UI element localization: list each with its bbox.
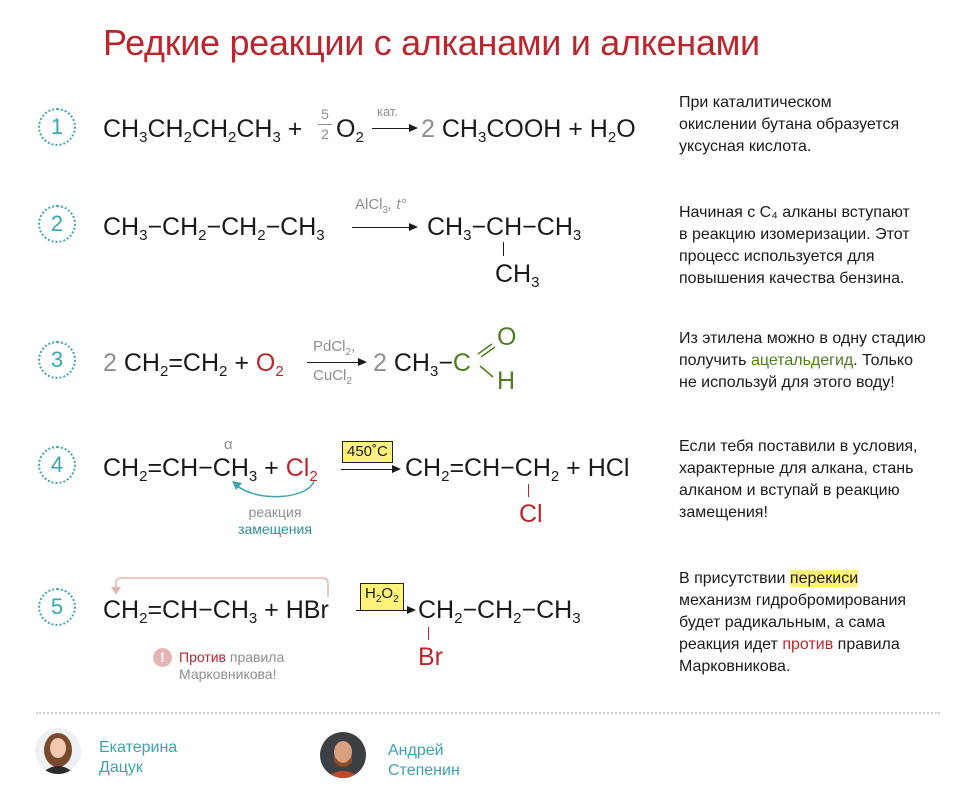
description-3: Из этилена можно в одну стадию получить ацетальдегид. Только не используй для этого воду! [679,330,926,391]
condition-5-peroxide: $H_2O_2$ [360,583,404,611]
condition-3-top: PdCl$_2$, [313,338,356,358]
bromine-bond [428,627,429,640]
chlorine-substituent: Cl [519,500,543,528]
footer-divider [36,712,940,714]
branch-bond [503,242,504,256]
reaction-arrow-4 [341,469,393,470]
aldehyde-hydrogen: H [497,367,516,395]
equation-2-product: $CH_3-CH-CH_3$ [427,213,582,244]
substitution-arrow-icon [228,475,318,505]
fraction-denominator: 2 [321,126,329,142]
step-number-5: 5 [38,588,76,626]
author-name-2: Андрей Степенин [388,742,460,779]
step-number-3: 3 [38,341,76,379]
condition-3-bottom: CuCl$_2$ [313,367,352,387]
arrow-head-icon [409,124,418,132]
author-name-1: Екатерина Дацук [99,739,178,776]
substitution-note: реакция замещения [238,504,312,537]
reaction-arrow-5 [356,610,408,611]
reaction-arrow-1 [372,128,410,129]
equation-5-reactant: $CH_2=CH-CH_3$ + HBr [103,596,329,627]
condition-4-temperature: 450˚C [342,441,393,463]
markovnikov-note: Против правила Марковникова! [179,649,285,682]
reaction-arrow-3 [307,362,359,363]
equation-3-product: 2 $CH_3-C$ [373,349,471,380]
methyl-branch: $CH_3$ [495,260,540,291]
equation-2-reactant: $CH_3-CH_2-CH_2-CH_3$ [103,213,325,244]
chlorine-bond [528,484,529,497]
arrow-head-icon [358,358,367,366]
arrow-head-icon [409,223,418,231]
equation-3-reactant: 2 $CH_2=CH_2 + O_2$ [103,349,284,380]
equation-4-reactant: $CH_2=CH-CH_3 + Cl_2$ [103,454,318,485]
description-1: При каталитическом окислении бутана образуется уксусная кислота. [679,94,900,155]
arrow-head-icon [392,465,401,473]
description-5: В присутствии перекиси механизм гидробромирования будет радикальным, а сама реакция идет против правила Марковникова. [679,570,907,675]
step-number-2: 2 [38,205,76,243]
step-number-4: 4 [38,446,76,484]
author-avatar-2 [320,732,366,778]
equation-5-product: $CH_2-CH_2-CH_3$ [418,596,581,627]
equation-1-reactant: $CH_3CH_2CH_2CH_3$ + [103,115,303,146]
alpha-label: α [224,436,233,453]
condition-2: AlCl$_3$, t° [355,196,407,216]
warning-icon: ! [153,648,172,667]
fraction-bar [318,124,332,125]
fraction-numerator: 5 [321,106,329,122]
step-number-1: 1 [38,108,76,146]
page-title: Редкие реакции с алканами и алкенами [103,22,760,63]
equation-4-product: $CH_2=CH-CH_2$ + HCl [405,454,630,485]
aldehyde-oxygen: O [497,323,517,351]
description-4: Если тебя поставили в условия, характерные для алкана, стань алканом и вступай в реакцию замещения! [679,438,918,521]
equation-1-product: 2 $CH_3COOH + H_2O$ [421,115,636,146]
description-2: Начиная с C₄ алканы вступают в реакцию изомеризации. Этот процесс используется для повышения качества бензина. [679,204,910,287]
author-avatar-1 [35,728,81,774]
catalyst-label: кат. [377,104,399,119]
oxygen-reactant: $O_2$ [336,115,364,146]
bromine-substituent: Br [418,643,443,671]
arrow-head-icon [407,606,416,614]
reaction-arrow-2 [352,227,410,228]
